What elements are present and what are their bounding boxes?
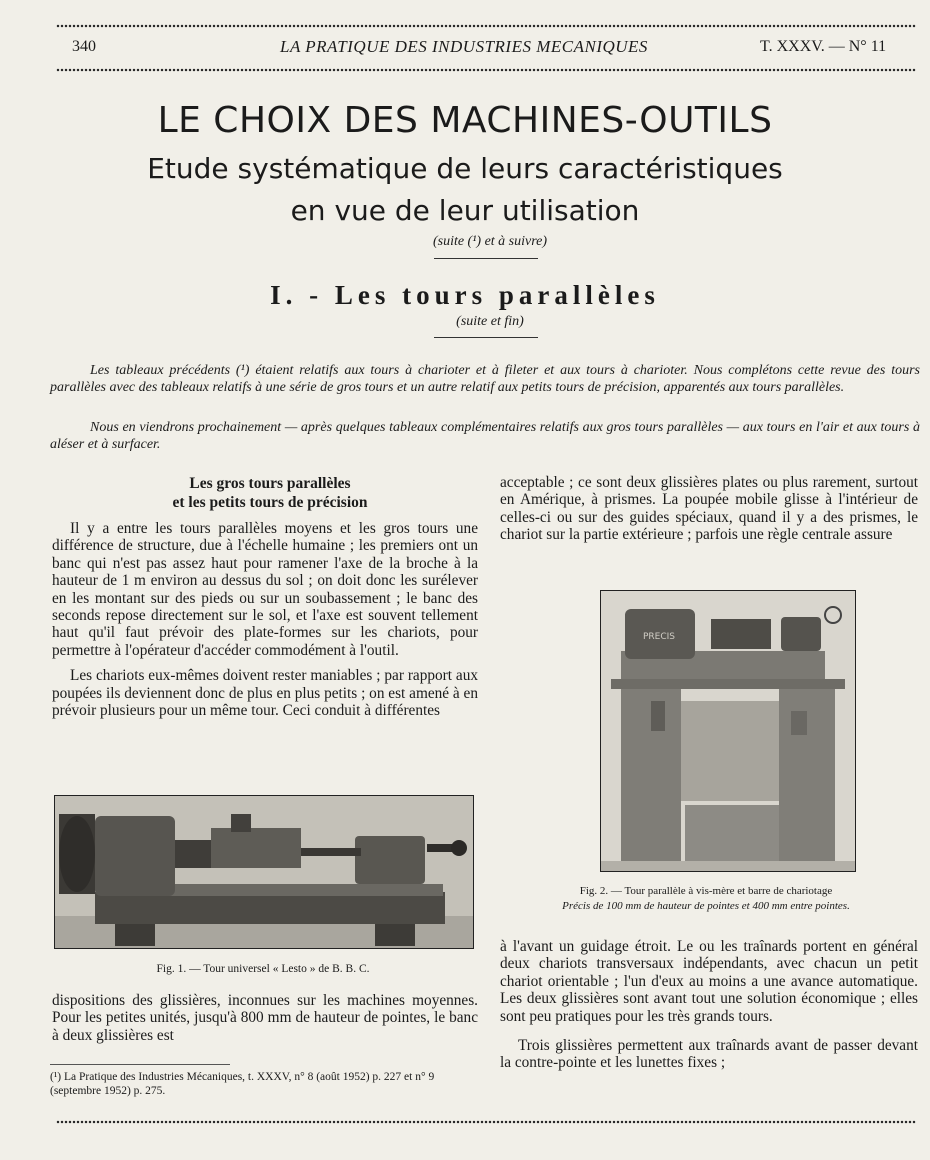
- left-column-subhead: [60, 474, 480, 512]
- section-divider: [434, 337, 538, 338]
- right-column-text-top: [500, 474, 918, 552]
- right-paragraph-3: Trois glissières permettent aux traînards avant de passer devant la contre-pointe et les lunettes fixes ;: [500, 1037, 918, 1072]
- header-bottom-dotted-rule: [56, 68, 916, 72]
- right-paragraph-2: à l'avant un guidage étroit. Le ou les traînards portent en général deux chariots transversaux indépendants, avec chacun un petit chariot orientable ; l'un d'eux au moins a une avance automatique. Les deux glissières sont avant tout une solution économique ; elles sont peu pratiques pour les très grands tours.: [500, 938, 918, 1025]
- article-title: LE CHOIX DES MACHINES-OUTILS: [157, 100, 773, 141]
- title-divider: [434, 258, 538, 259]
- left-paragraph-2: Les chariots eux-mêmes doivent rester maniables ; par rapport aux poupées ils deviennent donc de plus en plus petits ; on est amené à en prévoir plusieurs pour un même tour. Ceci conduit à différentes: [52, 667, 478, 720]
- footnote-rule: [50, 1064, 230, 1065]
- journal-title: LA PRATIQUE DES INDUSTRIES MECANIQUES: [280, 37, 648, 56]
- article-subtitle-line2: en vue de leur utilisation: [290, 194, 640, 227]
- figure-2-caption-line1: Fig. 2. — Tour parallèle à vis-mère et barre de chariotage: [579, 885, 833, 897]
- figure-2-lathe-photo: [600, 590, 856, 872]
- intro-paragraph-1: Les tableaux précédents (¹) étaient relatifs aux tours à charioter et à fileter et aux tours à charioter. Nous complétons cette revue des tours parallèles avec des tableaux relatifs à une série de gros tours et un autre relatif aux petits tours de précision, apparentés aux tours parallèles.: [50, 363, 920, 395]
- right-column-text-bottom: [500, 938, 918, 1080]
- article-subtitle-line1: Etude systématique de leurs caractéristiques: [147, 152, 783, 185]
- figure-1-caption: Fig. 1. — Tour universel « Lesto » de B. B. C.: [156, 963, 370, 975]
- page-number: 340: [72, 38, 96, 55]
- continuation-note: (suite (¹) et à suivre): [432, 234, 548, 249]
- figure-2-brand-plate: PRECIS: [642, 632, 676, 642]
- footnote: (¹) La Pratique des Industries Mécaniques, t. XXXV, n° 8 (août 1952) p. 227 et n° 9 (septembre 1952) p. 275.: [50, 1071, 435, 1097]
- footer-dotted-rule: [56, 1120, 916, 1124]
- intro-paragraph-2: Nous en viendrons prochainement — après quelques tableaux complémentaires relatifs aux gros tours parallèles — aux tours en l'air et aux tours à aléser et à surfacer.: [50, 420, 920, 452]
- figure-1-lathe-illustration: [55, 796, 473, 948]
- figure-2-lathe-illustration: [601, 591, 855, 871]
- figure-2-caption: [494, 884, 918, 914]
- left-paragraph-1: Il y a entre les tours parallèles moyens et les gros tours une différence de structure, due à l'échelle humaine ; les premiers ont un banc qui n'est pas assez haut pour ramener l'axe de la broche à la hauteur de 1 m environ au dessus du sol ; on doit donc les surélever en les montant sur des pieds ou sur un soubassement ; le banc des seconds repose directement sur le sol, et l'axe est souvent tellement haut qu'il faut prévoir des plate-formes sur les chariots, pour permettre à l'opérateur d'accéder commodément à l'outil.: [52, 520, 478, 659]
- section-title: I. - Les tours parallèles: [270, 280, 660, 310]
- left-paragraph-3: dispositions des glissières, inconnues sur les machines moyennes. Pour les petites unités, jusqu'à 800 mm de hauteur de pointes, le banc à deux glissières est: [52, 992, 478, 1044]
- left-column-text-bottom: [52, 992, 478, 1052]
- right-paragraph-1: acceptable ; ce sont deux glissières plates ou plus rarement, surtout en Amérique, à prismes. La poupée mobile glisse à l'intérieur de celles-ci ou sur des guides spéciaux, quand il y a des prismes, le chariot sur la partie extérieure ; parfois une règle centrale assure: [500, 474, 918, 544]
- left-column-text-top: [52, 520, 478, 727]
- issue-number: T. XXXV. — N° 11: [760, 38, 887, 55]
- header-top-dotted-rule: [56, 24, 916, 28]
- figure-1-lathe-photo: [54, 795, 474, 949]
- subhead-line-1: Les gros tours parallèles: [189, 475, 351, 492]
- subhead-line-2: et les petits tours de précision: [172, 494, 368, 511]
- figure-2-caption-line2: Précis de 100 mm de hauteur de pointes et 400 mm entre pointes.: [562, 900, 850, 912]
- section-continuation-note: (suite et fin): [456, 314, 524, 329]
